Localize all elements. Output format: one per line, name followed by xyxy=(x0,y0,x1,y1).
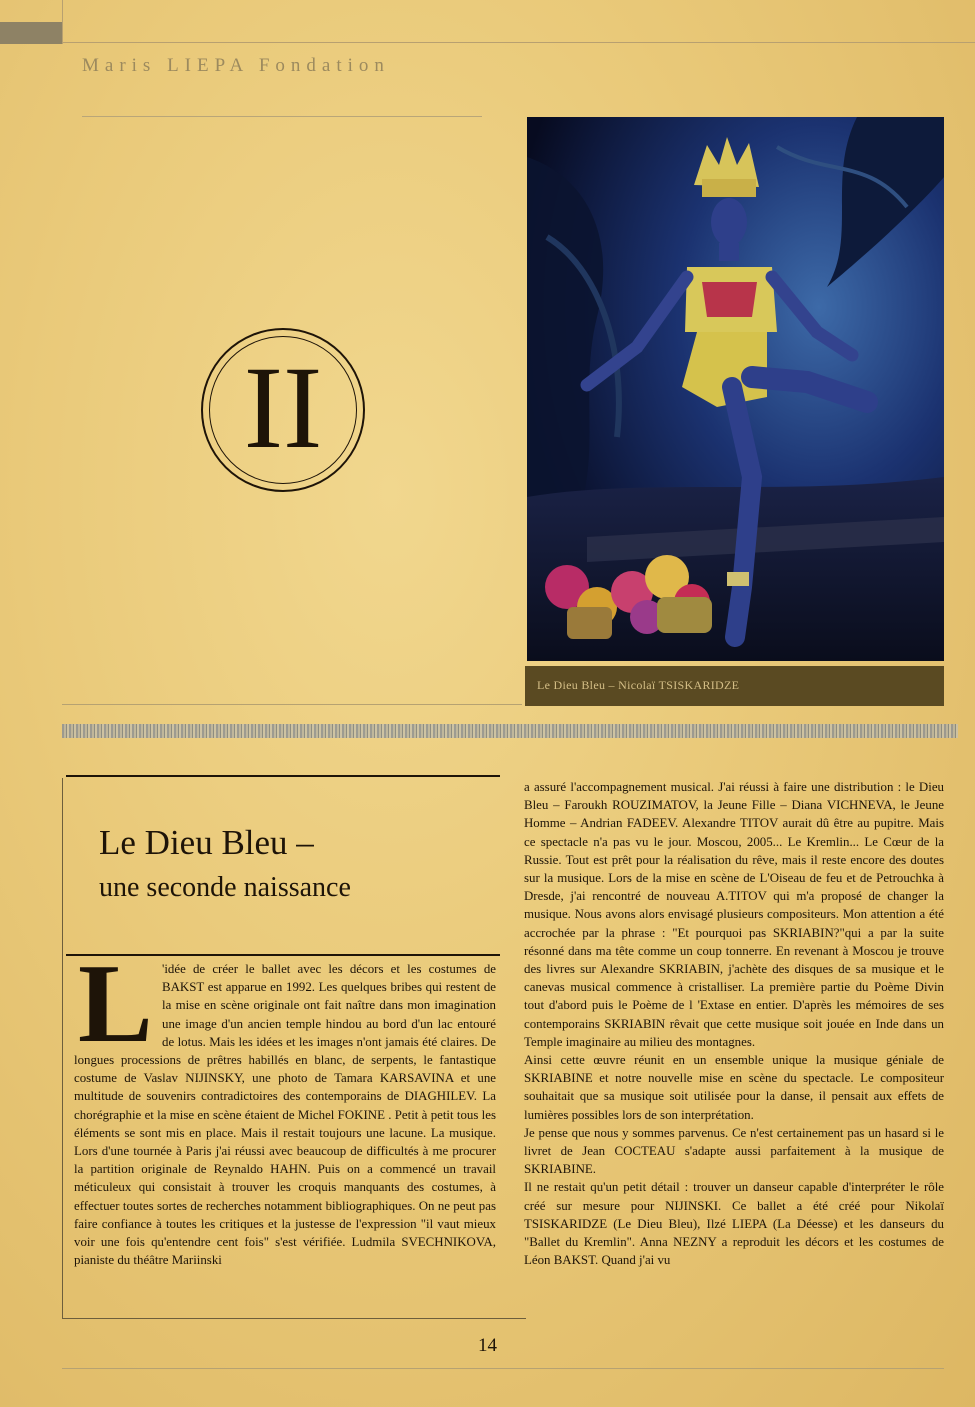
brand-rule xyxy=(82,116,482,117)
dancer-photo xyxy=(527,117,944,661)
article-box-left-border xyxy=(62,778,63,1319)
corner-tab xyxy=(0,22,62,44)
footer-rule xyxy=(62,1368,944,1369)
brand-header: Maris LIEPA Fondation xyxy=(82,55,390,76)
photo-caption-bar xyxy=(525,666,944,706)
divider-rule xyxy=(62,704,522,705)
drop-cap-space xyxy=(74,960,162,1051)
dancer-photo-illustration xyxy=(527,117,944,661)
header-vertical-rule xyxy=(62,0,63,44)
drop-cap: L xyxy=(78,942,153,1066)
header-rule xyxy=(62,42,975,43)
article-paragraph: a assuré l'accompagnement musical. J'ai réussi à faire une distribution : le Dieu Bleu – Faroukh ROUZIMATOV, la Jeune Fille – Diana VICHNEVA, le Jeune Homme – Andrian FADEEV. Alexandre TITOV aurait dû être au pupitre. Mais ce spectacle n'a pas vu le jour. Moscou, 2005... Le Kremlin... Le Cœur de la Russie. Tout est prêt pour la réalisation du rêve, mais il reste encore des doutes sur la musique. Lors de la mise en scène de L'Oiseau de feu et de Petrouchka à Dresde, j'ai rencontré de nouveau A.TITOV qui m'a proposé de changer la musique. Nous avons alors envisagé plusieurs compositeurs. Mon attention a été accrochée par la phrase : "Et pourquoi pas SKRIABIN?"qui a par la suite résonné dans ma tête comme un coup tonnerre. En revenant à Moscou je trouve des livres sur Alexandre SKRIABIN, j'achète des disques de sa musique et le canevas musical commence à cristalliser. La première partie du Poème Divin tout d'abord puis le Poème de l 'Extase en entier. D'après les mémoires de ses contemporains SKRIABIN rêvait que cette musique soit jouée en Inde dans un Temple imaginaire au milieu des montagnes. xyxy=(524,780,944,1049)
article-subtitle: une seconde naissance xyxy=(99,872,351,903)
photo-caption: Le Dieu Bleu – Nicolaï TSISKARIDZE xyxy=(537,678,740,692)
article-paragraph: Il ne restait qu'un petit détail : trouver un danseur capable d'interpréter le rôle créé sur mesure pour NIJINSKI. Ce ballet a été créé pour Nikolaï TSISKARIDZE (Le Dieu Bleu), Ilzé LIEPA (La Déesse) et les danseurs du "Ballet du Kremlin". Anna NEZNY a reproduit les décors et les costumes de Léon BAKST. Quand j'ai vu xyxy=(524,1180,944,1268)
decorative-band xyxy=(62,724,958,738)
article-paragraph: Je pense que nous y sommes parvenus. Ce n'est certainement pas un hasard si le livret de Jean COCTEAU s'adapte aussi parfaitement à la musique de SKRIABINE. xyxy=(524,1125,944,1177)
title-top-rule xyxy=(66,775,500,777)
article-left-text: 'idée de créer le ballet avec les décors et les costumes de BAKST est apparue en 1992. Les quelques bribes qui restent de la mise en scène originale ont fait naître dans mon imagination une image d'un ancien temple hindou au bord d'un lac entouré de lotus. Mais les idées et les images n'ont jamais été claires. De longues processions de prêtres habillés en blanc, de serpents, le fantastique costume de Vaslav NIJINSKY, une photo de Tamara KARSAVINA et une multitude de souvenirs contradictoires des contemporains de DIAGHILEV. La chorégraphie et la mise en scène étaient de Michel FOKINE . Petit à petit tous les éléments se sont mis en place. Mais il restait toujours une lacune. La musique. Lors d'une tournée à Paris j'ai réussi avec beaucoup de difficultés à me procurer la partition originale de Reynaldo HAHN. Puis on a commencé un travail méticuleux qui consistait à trouver les croquis manquants des costumes, à effectuer toutes sortes de recherches notamment bibliographiques. On ne peut pas faire confiance à toutes les critiques et la justesse de l'expression "il vaut mieux voir une fois qu'entendre cent fois" s'est vérifiée. Ludmila SVECHNIKOVA, pianiste du théâtre Mariinski xyxy=(74,962,496,1268)
page-number: 14 xyxy=(478,1335,497,1356)
section-numeral-medallion xyxy=(201,328,365,492)
article-paragraph: Ainsi cette œuvre réunit en un ensemble unique la musique géniale de SKRIABINE et notre nouvelle mise en scène du spectacle. Le compositeur souhaitait que sa musique soit utilisée pour la danse, il pensait aux effets de lumières possibles lors de son interprétation. xyxy=(524,1053,944,1122)
section-numeral: II xyxy=(243,342,323,473)
article-title: Le Dieu Bleu – xyxy=(99,823,314,862)
article-column-right xyxy=(524,778,944,1320)
article-box-bottom-border xyxy=(62,1318,526,1319)
article-column-left xyxy=(74,960,496,1316)
